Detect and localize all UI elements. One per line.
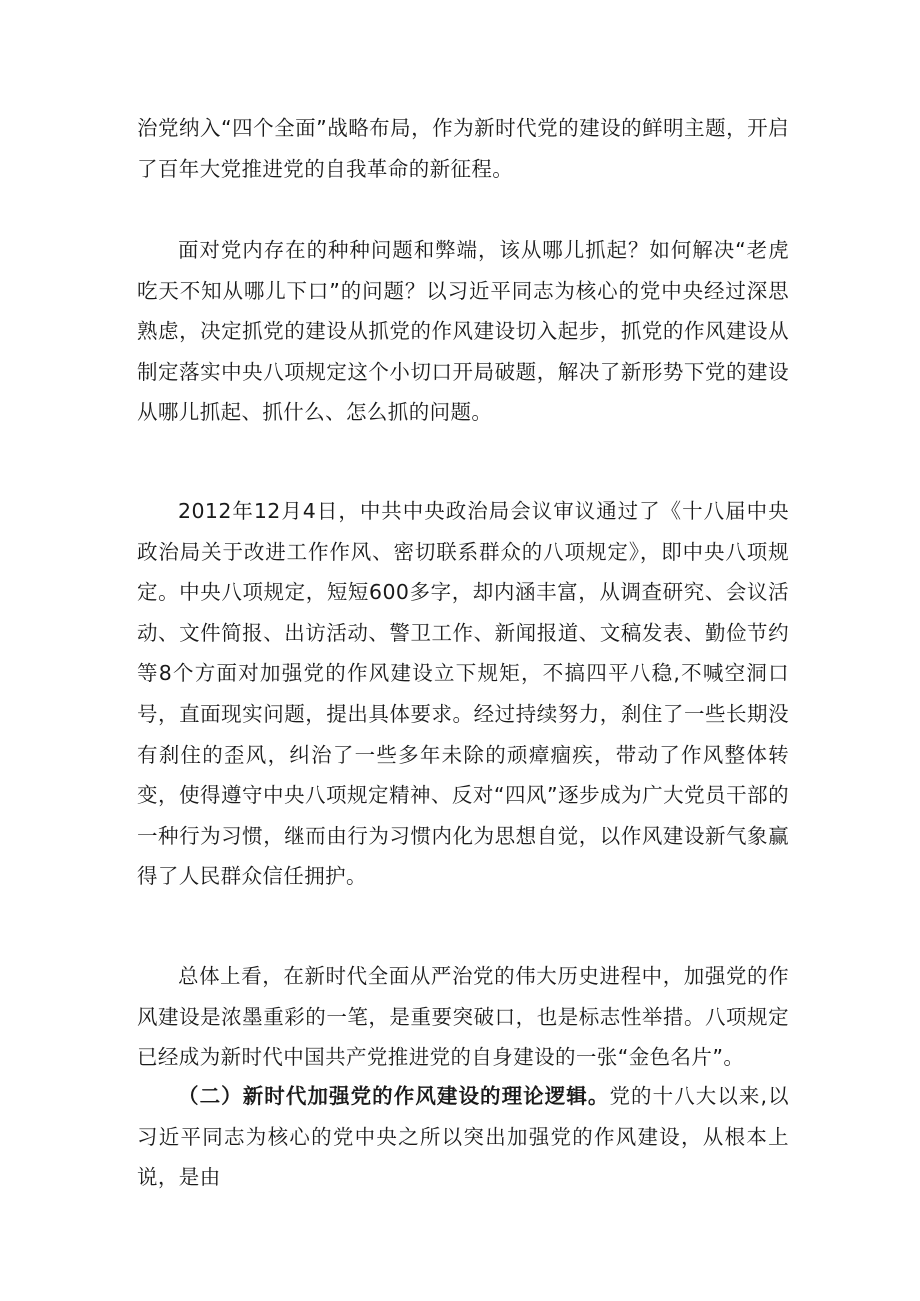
- paragraph-text: 党的十八大以来,以习近平同志为核心的党中央之所以突出加强党的作风建设，从根本上说，是由: [137, 1084, 789, 1190]
- paragraph-text: 总体上看，在新时代全面从严治党的伟大历史进程中，加强党的作风建设是浓墨重彩的一笔，是重要突破口，也是标志性举措。八项规定已经成为新时代中国共产党推进党的自身建设的一张“金色名片”。: [137, 964, 789, 1070]
- paragraph-4: [137, 956, 789, 1078]
- section-heading: （二）新时代加强党的作风建设的理论逻辑。: [178, 1084, 610, 1108]
- paragraph-continued: [137, 108, 789, 189]
- paragraph-with-heading: [137, 1076, 789, 1198]
- paragraph-text: 面对党内存在的种种问题和弊端，该从哪儿抓起？如何解决“老虎吃天不知从哪儿下口”的问题？以习近平同志为核心的党中央经过深思熟虑，决定抓党的建设从抓党的作风建设切入起步，抓党的作风建设从制定落实中央八项规定这个小切口开局破题，解决了新形势下党的建设从哪儿抓起、抓什么、怎么抓的问题。: [137, 238, 789, 425]
- paragraph-2: [137, 230, 789, 433]
- paragraph-3: [137, 491, 789, 897]
- paragraph-text: 治党纳入“四个全面”战略布局，作为新时代党的建设的鲜明主题，开启了百年大党推进党的自我革命的新征程。: [137, 116, 789, 181]
- paragraph-text: 2012年12月4日，中共中央政治局会议审议通过了《十八届中央政治局关于改进工作作风、密切联系群众的八项规定》，即中央八项规定。中央八项规定，短短600多字，却内涵丰富，从调查研究、会议活动、文件简报、出访活动、警卫工作、新闻报道、文稿发表、勤俭节约等8个方面对加强党的作风建设立下规矩，不搞四平八稳,不喊空洞口号，直面现实问题，提出具体要求。经过持续努力，刹住了一些长期没有刹住的歪风，纠治了一些多年未除的顽瘴痼疾，带动了作风整体转变，使得遵守中央八项规定精神、反对“四风”逐步成为广大党员干部的一种行为习惯，继而由行为习惯内化为思想自觉，以作风建设新气象赢得了人民群众信任拥护。: [137, 499, 789, 889]
- paragraph-5: [137, 1076, 789, 1198]
